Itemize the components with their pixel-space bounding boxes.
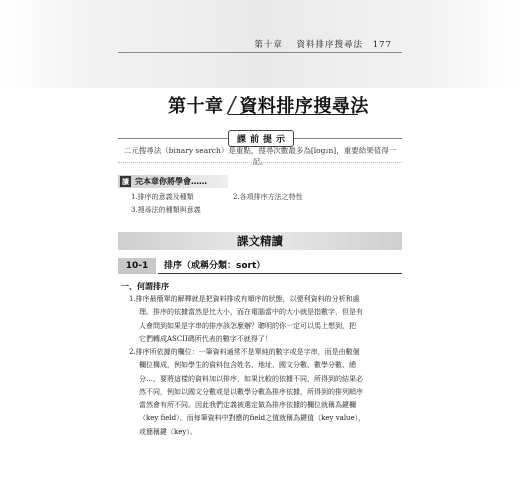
text-line: 欄位構成，例如學生的資料包含姓名、地址、國文分數、數學分數、總 (139, 361, 356, 370)
subsection-heading (118, 258, 402, 274)
text-line: （key field），而每筆資料中對應的field之值就稱為鍵值（key value）， (139, 414, 366, 423)
text-line: 1.排序最簡單的解釋就是把資料排成有順序的狀態，以便利資料的分析和處 (129, 295, 360, 303)
chapter-number: 第十章 (168, 96, 224, 117)
header-chapter: 第十章 (254, 40, 283, 50)
subsection-number: 10-1 (118, 258, 156, 274)
page-number: 177 (372, 40, 392, 50)
text-line: 分…，要將這樣的資料加以排序，如果比較的依據不同，所得到的結果必 (139, 374, 363, 383)
header-rule (118, 52, 402, 53)
preview-dotted-rule (118, 162, 402, 163)
subsection-title: 排序（或稱分類：sort） (164, 261, 266, 271)
title-underline (228, 114, 358, 115)
subsection-rule (158, 273, 402, 274)
learn-item: 1.排序的意義及種類 (131, 193, 194, 201)
preview-text: 二元搜尋法（binary search）是重點，搜尋次數最多為[log₂n]，重要結果值得一記。 (123, 146, 397, 166)
slash-divider-icon: / (225, 92, 238, 118)
text-line: 然不同，例如以國文分數或是以數學分數為排序依據，所得到的排列順序 (139, 387, 363, 396)
learn-heading (118, 175, 228, 188)
learn-title: 完本章你將學會…… (135, 177, 207, 186)
heading-what-is-sorting: 一、何謂排序 (121, 282, 169, 291)
running-header (254, 38, 392, 50)
text-line: 人會問到如果是字串的排序該怎麼辦？聰明的你一定可以馬上想到，把 (139, 321, 356, 330)
header-title: 資料排序搜尋法 (296, 40, 364, 50)
paragraph-1 (129, 293, 363, 346)
read-icon: 讀 (122, 177, 129, 186)
learn-item: 3.搜尋法的種類與意義 (131, 206, 201, 214)
paragraph-2 (129, 346, 365, 439)
text-line: 理。排序的依據當然是比大小，而在電腦當中的大小就是指數字，但是有 (139, 308, 363, 317)
text-line: 當然會有所不同。因此我們定義被選定做為排序依據的欄位就稱為鍵欄 (139, 401, 356, 410)
section-title: 課文精讀 (118, 232, 402, 250)
learn-item: 2.各項排序方法之特性 (233, 193, 303, 201)
chapter-name: 資料排序搜尋法 (239, 96, 369, 117)
text-line: 或簡稱鍵（key）。 (139, 427, 197, 436)
text-line: 2.排序所依據的欄位：一筆資料通常不是單純的數字或是字串，而是由數個 (129, 348, 360, 356)
preview-badge: 課前提示 (228, 130, 294, 147)
text-line: 它們轉成ASCII碼所代表的數字不就得了！ (139, 334, 272, 343)
